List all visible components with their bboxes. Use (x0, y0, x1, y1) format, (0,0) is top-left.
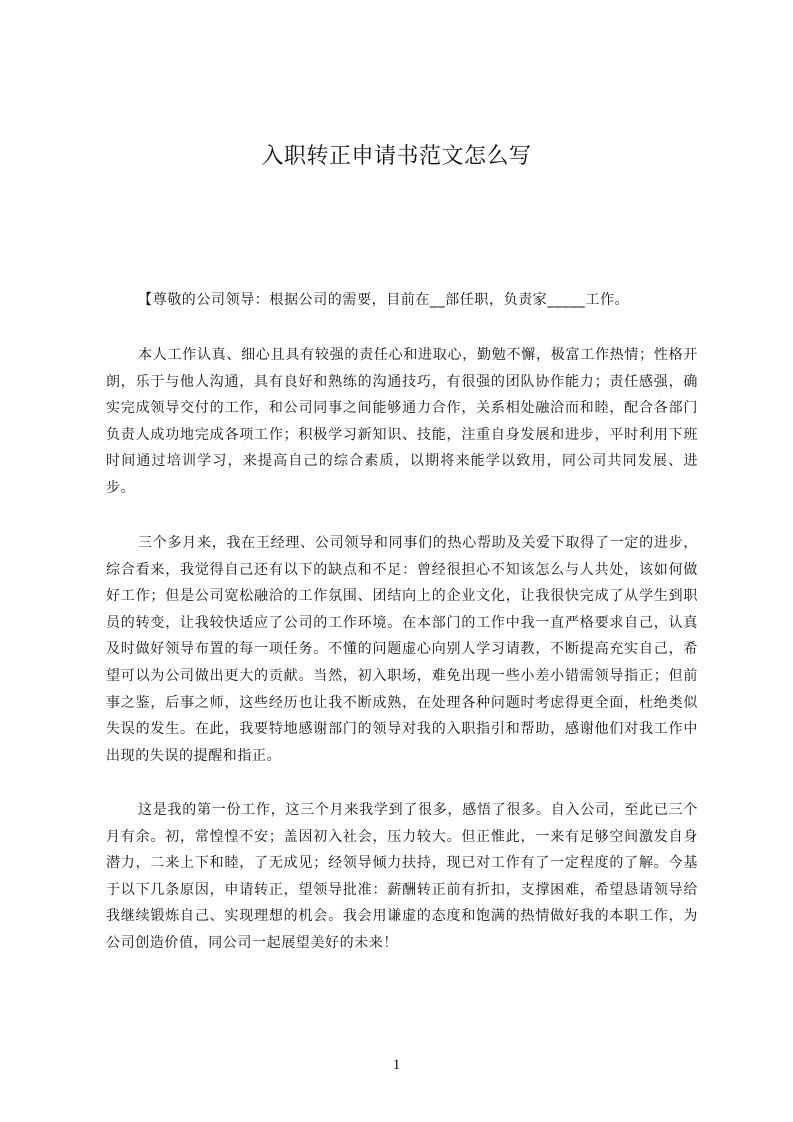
paragraph-1: 本人工作认真、细心且具有较强的责任心和进取心，勤勉不懈，极富工作热情；性格开朗，乐于与他人沟通，具有良好和熟练的沟通技巧，有很强的团队协作能力；责任感强，确实完成领导交付的工作，和公司同事之间能够通力合作，关系相处融洽而和睦，配合各部门负责人成功地完成各项工作；积极学习新知识、技能，注重自身发展和进步，平时利用下班时间通过培训学习，来提高自己的综合素质，以期将来能学以致用，同公司共同发展、进步。 (106, 347, 698, 496)
paragraph-2: 三个多月来，我在王经理、公司领导和同事们的热心帮助及关爱下取得了一定的进步，综合看来，我觉得自己还有以下的缺点和不足：曾经很担心不知该怎么与人共处，该如何做好工作；但是公司宽松融洽的工作氛围、团结向上的企业文化，让我很快完成了从学生到职员的转变，让我较快适应了公司的工作环境。在本部门的工作中我一直严格要求自己，认真及时做好领导布置的每一项任务。不懂的问题虚心向别人学习请教，不断提高充实自己，希望可以为公司做出更大的贡献。当然，初入职场，难免出现一些小差小错需领导指正；但前事之鉴，后事之师，这些经历也让我不断成熟，在处理各种问题时考虑得更全面，杜绝类似失误的发生。在此，我要特地感谢部门的领导对我的入职指引和帮助，感谢他们对我工作中出现的失误的提醒和指正。 (106, 535, 698, 764)
greeting-line: 【尊敬的公司领导：根据公司的需要，目前在__部任职，负责家_____工作。 (138, 292, 630, 308)
page-number: 1 (392, 1057, 401, 1073)
document-title: 入职转正申请书范文怎么写 (261, 144, 532, 169)
paragraph-3: 这是我的第一份工作，这三个月来我学到了很多，感悟了很多。自入公司，至此已三个月有余。初，常惶惶不安；盖因初入社会，压力较大。但正惟此，一来有足够空间激发自身潜力，二来上下和睦，了无成见；经领导倾力扶持，现已对工作有了一定程度的了解。今基于以下几条原因，申请转正，望领导批准：薪酬转正前有折扣，支撑困难，希望恳请领导给我继续锻炼自己、实现理想的机会。我会用谦虚的态度和饱满的热情做好我的本职工作，为公司创造价值，同公司一起展望美好的未来！ (106, 802, 698, 951)
